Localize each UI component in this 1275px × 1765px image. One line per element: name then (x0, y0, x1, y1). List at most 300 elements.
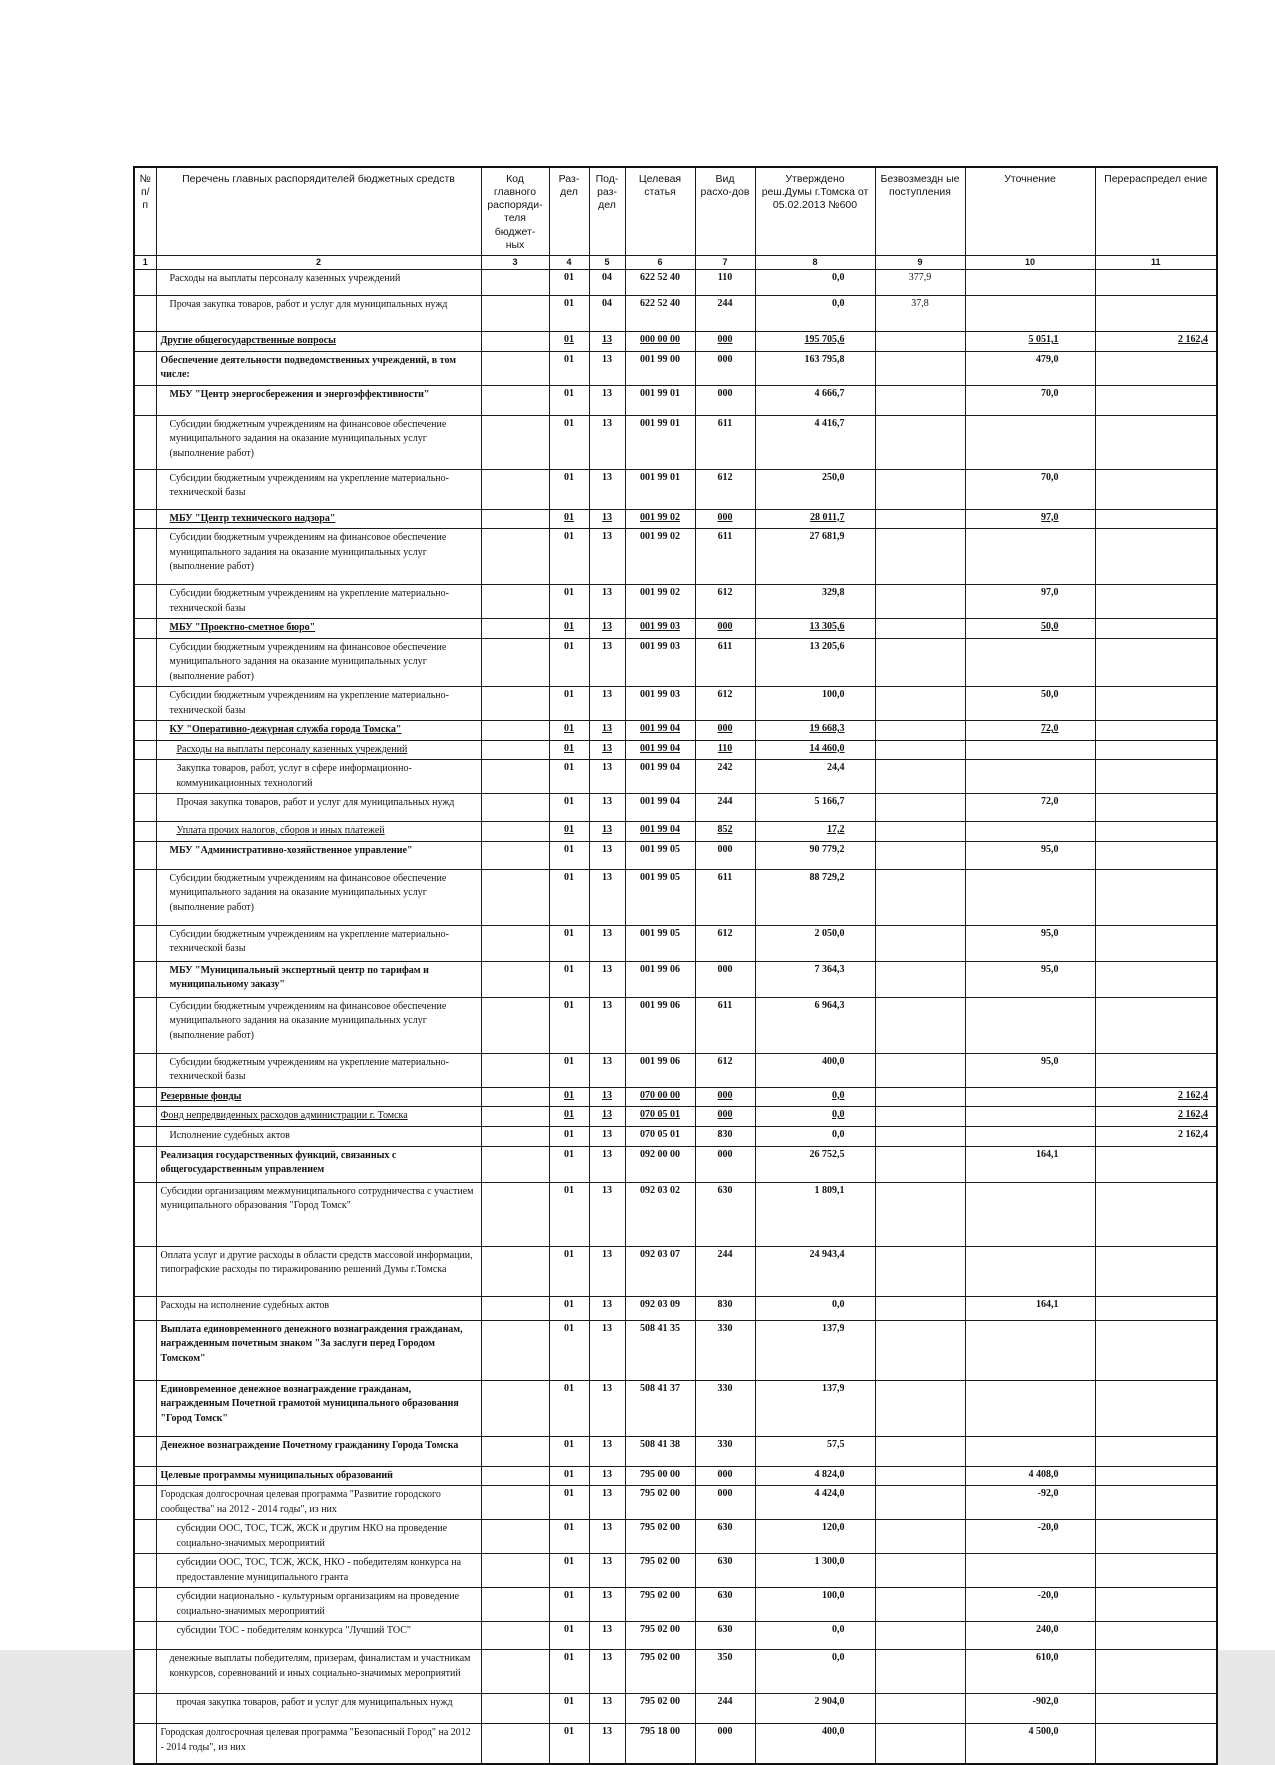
cell-razdel: 01 (549, 869, 589, 925)
cell-expense-type: 830 (695, 1126, 755, 1146)
cell-clarification: 164,1 (965, 1146, 1095, 1182)
cell-podrazdel: 13 (589, 1146, 625, 1182)
table-row (134, 351, 1217, 385)
table-row (134, 638, 1217, 687)
budget-table-container (133, 166, 1216, 1765)
cell-clarification (965, 740, 1095, 760)
table-row (134, 385, 1217, 415)
cell-kod (481, 1588, 549, 1622)
cell-redistribution (1095, 997, 1217, 1053)
table-row (134, 585, 1217, 619)
cell-expense-type: 110 (695, 270, 755, 296)
cell-razdel: 01 (549, 385, 589, 415)
cell-approved: 4 824,0 (755, 1466, 875, 1486)
cell-podrazdel: 04 (589, 270, 625, 296)
cell-podrazdel: 13 (589, 1087, 625, 1107)
column-number: 2 (156, 256, 481, 270)
cell-podrazdel: 13 (589, 841, 625, 869)
cell-gratuitous (875, 1694, 965, 1724)
cell-razdel: 01 (549, 1146, 589, 1182)
cell-podrazdel: 13 (589, 332, 625, 352)
cell-kod (481, 1466, 549, 1486)
cell-description: субсидии ООС, ТОС, ТСЖ, ЖСК и другим НКО на проведение социально-значимых мероприятий (156, 1520, 481, 1554)
cell-redistribution (1095, 1554, 1217, 1588)
cell-redistribution (1095, 270, 1217, 296)
cell-razdel: 01 (549, 1087, 589, 1107)
cell-expense-type: 611 (695, 869, 755, 925)
cell-gratuitous (875, 638, 965, 687)
cell-kod (481, 925, 549, 961)
cell-description: Субсидии бюджетным учреждениям на укрепление материально-технической базы (156, 925, 481, 961)
cell-approved: 24 943,4 (755, 1246, 875, 1296)
cell-approved: 7 364,3 (755, 961, 875, 997)
cell-num (134, 529, 156, 585)
cell-target-article: 070 05 01 (625, 1107, 695, 1127)
cell-num (134, 619, 156, 639)
cell-expense-type: 000 (695, 385, 755, 415)
cell-gratuitous (875, 415, 965, 469)
cell-razdel: 01 (549, 415, 589, 469)
cell-clarification: 164,1 (965, 1296, 1095, 1320)
cell-podrazdel: 13 (589, 1107, 625, 1127)
cell-num (134, 687, 156, 721)
table-row (134, 822, 1217, 842)
cell-expense-type: 000 (695, 1486, 755, 1520)
table-row (134, 1486, 1217, 1520)
cell-target-article: 092 00 00 (625, 1146, 695, 1182)
column-header-redistribution: Перераспредел ение (1095, 167, 1217, 256)
cell-target-article: 795 00 00 (625, 1466, 695, 1486)
cell-redistribution (1095, 740, 1217, 760)
cell-kod (481, 332, 549, 352)
table-row (134, 1107, 1217, 1127)
table-row (134, 1588, 1217, 1622)
cell-expense-type: 000 (695, 841, 755, 869)
cell-gratuitous (875, 740, 965, 760)
cell-podrazdel: 13 (589, 1486, 625, 1520)
cell-num (134, 638, 156, 687)
cell-kod (481, 1380, 549, 1436)
table-row (134, 509, 1217, 529)
cell-approved: 400,0 (755, 1053, 875, 1087)
cell-kod (481, 841, 549, 869)
cell-expense-type: 000 (695, 721, 755, 741)
cell-expense-type: 630 (695, 1588, 755, 1622)
cell-redistribution (1095, 1622, 1217, 1650)
cell-target-article: 092 03 02 (625, 1182, 695, 1246)
cell-description: Реализация государственных функций, связанных с общегосударственным управлением (156, 1146, 481, 1182)
cell-description: Городская долгосрочная целевая программа "Развитие городского сообщества" на 2012 - 2014 годы", из них (156, 1486, 481, 1520)
cell-razdel: 01 (549, 1694, 589, 1724)
cell-num (134, 1320, 156, 1380)
column-header-approved: Утверждено реш.Думы г.Томска от 05.02.2013 №600 (755, 167, 875, 256)
cell-podrazdel: 13 (589, 1320, 625, 1380)
cell-podrazdel: 13 (589, 740, 625, 760)
cell-num (134, 961, 156, 997)
cell-kod (481, 619, 549, 639)
cell-kod (481, 638, 549, 687)
cell-target-article: 795 02 00 (625, 1486, 695, 1520)
cell-gratuitous (875, 469, 965, 509)
cell-podrazdel: 13 (589, 794, 625, 822)
column-number: 5 (589, 256, 625, 270)
cell-clarification (965, 270, 1095, 296)
cell-podrazdel: 13 (589, 687, 625, 721)
cell-podrazdel: 13 (589, 1053, 625, 1087)
table-row (134, 332, 1217, 352)
cell-kod (481, 1724, 549, 1764)
cell-expense-type: 000 (695, 1724, 755, 1764)
cell-clarification (965, 760, 1095, 794)
cell-target-article: 001 99 04 (625, 721, 695, 741)
cell-num (134, 469, 156, 509)
cell-kod (481, 385, 549, 415)
cell-description: Субсидии бюджетным учреждениям на укрепление материально-технической базы (156, 585, 481, 619)
cell-redistribution (1095, 822, 1217, 842)
cell-num (134, 1146, 156, 1182)
cell-razdel: 01 (549, 585, 589, 619)
cell-num (134, 841, 156, 869)
cell-approved: 0,0 (755, 1087, 875, 1107)
cell-kod (481, 1486, 549, 1520)
cell-gratuitous (875, 1246, 965, 1296)
cell-approved: 24,4 (755, 760, 875, 794)
cell-podrazdel: 13 (589, 997, 625, 1053)
cell-clarification: 97,0 (965, 509, 1095, 529)
table-row (134, 760, 1217, 794)
cell-kod (481, 1146, 549, 1182)
cell-kod (481, 1126, 549, 1146)
cell-approved: 137,9 (755, 1380, 875, 1436)
cell-gratuitous (875, 1107, 965, 1127)
table-row (134, 270, 1217, 296)
cell-podrazdel: 13 (589, 822, 625, 842)
cell-clarification: 240,0 (965, 1622, 1095, 1650)
cell-target-article: 622 52 40 (625, 270, 695, 296)
column-header-target-article: Целевая статья (625, 167, 695, 256)
cell-razdel: 01 (549, 1554, 589, 1588)
cell-target-article: 001 99 06 (625, 1053, 695, 1087)
cell-approved: 88 729,2 (755, 869, 875, 925)
column-number: 9 (875, 256, 965, 270)
cell-approved: 28 011,7 (755, 509, 875, 529)
cell-gratuitous (875, 925, 965, 961)
table-row (134, 1182, 1217, 1246)
cell-podrazdel: 13 (589, 638, 625, 687)
cell-approved: 0,0 (755, 1126, 875, 1146)
table-row (134, 1622, 1217, 1650)
cell-razdel: 01 (549, 296, 589, 332)
cell-target-article: 001 99 02 (625, 585, 695, 619)
cell-redistribution (1095, 794, 1217, 822)
cell-podrazdel: 13 (589, 1182, 625, 1246)
cell-description: Резервные фонды (156, 1087, 481, 1107)
table-row (134, 1126, 1217, 1146)
cell-razdel: 01 (549, 1436, 589, 1466)
cell-target-article: 070 05 01 (625, 1126, 695, 1146)
cell-clarification: 479,0 (965, 351, 1095, 385)
cell-podrazdel: 13 (589, 619, 625, 639)
cell-expense-type: 244 (695, 296, 755, 332)
table-row (134, 925, 1217, 961)
cell-razdel: 01 (549, 997, 589, 1053)
cell-expense-type: 000 (695, 961, 755, 997)
cell-kod (481, 687, 549, 721)
cell-num (134, 1724, 156, 1764)
cell-clarification: -902,0 (965, 1694, 1095, 1724)
cell-kod (481, 997, 549, 1053)
cell-razdel: 01 (549, 721, 589, 741)
cell-gratuitous (875, 619, 965, 639)
cell-gratuitous (875, 997, 965, 1053)
cell-expense-type: 244 (695, 1694, 755, 1724)
cell-redistribution (1095, 585, 1217, 619)
cell-podrazdel: 13 (589, 1694, 625, 1724)
cell-redistribution (1095, 638, 1217, 687)
column-header-podrazdel: Под-раз-дел (589, 167, 625, 256)
cell-description: Исполнение судебных актов (156, 1126, 481, 1146)
table-row (134, 1087, 1217, 1107)
cell-target-article: 001 99 01 (625, 469, 695, 509)
cell-num (134, 997, 156, 1053)
cell-clarification (965, 1107, 1095, 1127)
cell-clarification (965, 1246, 1095, 1296)
cell-kod (481, 740, 549, 760)
table-row (134, 841, 1217, 869)
cell-target-article: 001 99 04 (625, 822, 695, 842)
cell-approved: 0,0 (755, 296, 875, 332)
cell-podrazdel: 13 (589, 1724, 625, 1764)
table-row (134, 961, 1217, 997)
cell-podrazdel: 13 (589, 925, 625, 961)
cell-redistribution (1095, 509, 1217, 529)
cell-redistribution (1095, 925, 1217, 961)
column-header-gratuitous: Безвозмездн ые поступления (875, 167, 965, 256)
cell-clarification (965, 529, 1095, 585)
cell-target-article: 001 99 05 (625, 869, 695, 925)
cell-description: МБУ "Проектно-сметное бюро" (156, 619, 481, 639)
cell-podrazdel: 13 (589, 1436, 625, 1466)
cell-clarification: 97,0 (965, 585, 1095, 619)
header-row (134, 167, 1217, 256)
cell-target-article: 001 99 01 (625, 385, 695, 415)
cell-podrazdel: 13 (589, 1650, 625, 1694)
cell-target-article: 001 99 02 (625, 509, 695, 529)
cell-clarification (965, 1320, 1095, 1380)
table-row (134, 1146, 1217, 1182)
cell-description: Уплата прочих налогов, сборов и иных платежей (156, 822, 481, 842)
cell-approved: 0,0 (755, 1296, 875, 1320)
cell-razdel: 01 (549, 687, 589, 721)
cell-num (134, 1588, 156, 1622)
cell-redistribution (1095, 1650, 1217, 1694)
cell-razdel: 01 (549, 270, 589, 296)
column-number: 4 (549, 256, 589, 270)
cell-clarification: 4 408,0 (965, 1466, 1095, 1486)
cell-num (134, 509, 156, 529)
cell-target-article: 795 02 00 (625, 1622, 695, 1650)
cell-approved: 120,0 (755, 1520, 875, 1554)
cell-gratuitous: 377,9 (875, 270, 965, 296)
cell-description: Фонд непредвиденных расходов администрации г. Томска (156, 1107, 481, 1127)
cell-podrazdel: 13 (589, 1246, 625, 1296)
cell-gratuitous: 37,8 (875, 296, 965, 332)
cell-clarification: -92,0 (965, 1486, 1095, 1520)
cell-target-article: 092 03 09 (625, 1296, 695, 1320)
cell-kod (481, 270, 549, 296)
cell-expense-type: 611 (695, 638, 755, 687)
table-row (134, 1296, 1217, 1320)
cell-clarification: -20,0 (965, 1520, 1095, 1554)
cell-target-article: 795 02 00 (625, 1520, 695, 1554)
cell-gratuitous (875, 1650, 965, 1694)
cell-description: Закупка товаров, работ, услуг в сфере информационно-коммуникационных технологий (156, 760, 481, 794)
cell-approved: 329,8 (755, 585, 875, 619)
cell-kod (481, 721, 549, 741)
cell-num (134, 1296, 156, 1320)
cell-podrazdel: 13 (589, 351, 625, 385)
cell-approved: 0,0 (755, 1107, 875, 1127)
cell-redistribution (1095, 1436, 1217, 1466)
cell-approved: 26 752,5 (755, 1146, 875, 1182)
cell-kod (481, 1107, 549, 1127)
cell-podrazdel: 13 (589, 469, 625, 509)
table-row (134, 1694, 1217, 1724)
cell-num (134, 1466, 156, 1486)
cell-gratuitous (875, 1588, 965, 1622)
cell-expense-type: 611 (695, 997, 755, 1053)
cell-expense-type: 630 (695, 1520, 755, 1554)
cell-gratuitous (875, 822, 965, 842)
cell-razdel: 01 (549, 351, 589, 385)
cell-razdel: 01 (549, 1650, 589, 1694)
cell-expense-type: 612 (695, 925, 755, 961)
cell-num (134, 1486, 156, 1520)
cell-clarification: 95,0 (965, 841, 1095, 869)
cell-kod (481, 1622, 549, 1650)
cell-clarification (965, 1182, 1095, 1246)
cell-expense-type: 612 (695, 687, 755, 721)
cell-gratuitous (875, 760, 965, 794)
cell-description: Расходы на исполнение судебных актов (156, 1296, 481, 1320)
cell-kod (481, 1650, 549, 1694)
cell-razdel: 01 (549, 1588, 589, 1622)
cell-approved: 17,2 (755, 822, 875, 842)
cell-redistribution (1095, 1296, 1217, 1320)
cell-razdel: 01 (549, 509, 589, 529)
cell-target-article: 001 99 04 (625, 794, 695, 822)
table-row (134, 1724, 1217, 1764)
cell-razdel: 01 (549, 1296, 589, 1320)
cell-razdel: 01 (549, 1107, 589, 1127)
cell-approved: 1 809,1 (755, 1182, 875, 1246)
cell-kod (481, 961, 549, 997)
cell-approved: 14 460,0 (755, 740, 875, 760)
table-row (134, 1520, 1217, 1554)
cell-description: Расходы на выплаты персоналу казенных учреждений (156, 740, 481, 760)
cell-num (134, 1694, 156, 1724)
cell-gratuitous (875, 351, 965, 385)
cell-num (134, 1436, 156, 1466)
cell-razdel: 01 (549, 332, 589, 352)
cell-gratuitous (875, 1724, 965, 1764)
cell-gratuitous (875, 794, 965, 822)
cell-razdel: 01 (549, 619, 589, 639)
column-number: 8 (755, 256, 875, 270)
cell-description: МБУ "Муниципальный экспертный центр по тарифам и муниципальному заказу" (156, 961, 481, 997)
cell-description: Прочая закупка товаров, работ и услуг для муниципальных нужд (156, 296, 481, 332)
cell-redistribution (1095, 760, 1217, 794)
cell-clarification: 610,0 (965, 1650, 1095, 1694)
cell-description: МБУ "Центр энергосбережения и энергоэффективности" (156, 385, 481, 415)
cell-gratuitous (875, 721, 965, 741)
cell-num (134, 351, 156, 385)
cell-gratuitous (875, 1554, 965, 1588)
cell-expense-type: 000 (695, 332, 755, 352)
column-number: 11 (1095, 256, 1217, 270)
cell-kod (481, 1694, 549, 1724)
cell-podrazdel: 13 (589, 529, 625, 585)
cell-description: Прочая закупка товаров, работ и услуг для муниципальных нужд (156, 794, 481, 822)
cell-approved: 4 666,7 (755, 385, 875, 415)
cell-podrazdel: 13 (589, 1296, 625, 1320)
table-row (134, 415, 1217, 469)
cell-razdel: 01 (549, 1380, 589, 1436)
cell-clarification (965, 1380, 1095, 1436)
cell-num (134, 270, 156, 296)
cell-approved: 6 964,3 (755, 997, 875, 1053)
cell-clarification: 50,0 (965, 687, 1095, 721)
cell-expense-type: 330 (695, 1436, 755, 1466)
cell-podrazdel: 13 (589, 721, 625, 741)
column-header-clarification: Уточнение (965, 167, 1095, 256)
column-number: 6 (625, 256, 695, 270)
cell-kod (481, 351, 549, 385)
cell-razdel: 01 (549, 1622, 589, 1650)
cell-description: Выплата единовременного денежного вознаграждения гражданам, награжденным почетным знаком "За заслуги перед Городом Томском" (156, 1320, 481, 1380)
cell-razdel: 01 (549, 961, 589, 997)
table-row (134, 296, 1217, 332)
table-row (134, 1436, 1217, 1466)
cell-redistribution (1095, 469, 1217, 509)
cell-gratuitous (875, 1182, 965, 1246)
column-header-list: Перечень главных распорядителей бюджетных средств (156, 167, 481, 256)
cell-description: КУ "Оперативно-дежурная служба города Томска" (156, 721, 481, 741)
cell-podrazdel: 13 (589, 385, 625, 415)
table-row (134, 1554, 1217, 1588)
cell-podrazdel: 13 (589, 415, 625, 469)
cell-num (134, 1520, 156, 1554)
cell-approved: 2 050,0 (755, 925, 875, 961)
cell-clarification (965, 296, 1095, 332)
cell-target-article: 795 18 00 (625, 1724, 695, 1764)
cell-razdel: 01 (549, 925, 589, 961)
cell-razdel: 01 (549, 638, 589, 687)
cell-clarification (965, 1087, 1095, 1107)
cell-clarification (965, 638, 1095, 687)
table-row (134, 869, 1217, 925)
cell-kod (481, 509, 549, 529)
cell-description: Оплата услуг и другие расходы в области средств массовой информации, типографские расходы по тиражированию решений Думы г.Томска (156, 1246, 481, 1296)
cell-approved: 195 705,6 (755, 332, 875, 352)
cell-approved: 4 424,0 (755, 1486, 875, 1520)
cell-num (134, 1622, 156, 1650)
cell-clarification (965, 997, 1095, 1053)
cell-clarification (965, 822, 1095, 842)
table-row (134, 529, 1217, 585)
cell-expense-type: 612 (695, 1053, 755, 1087)
table-row (134, 740, 1217, 760)
